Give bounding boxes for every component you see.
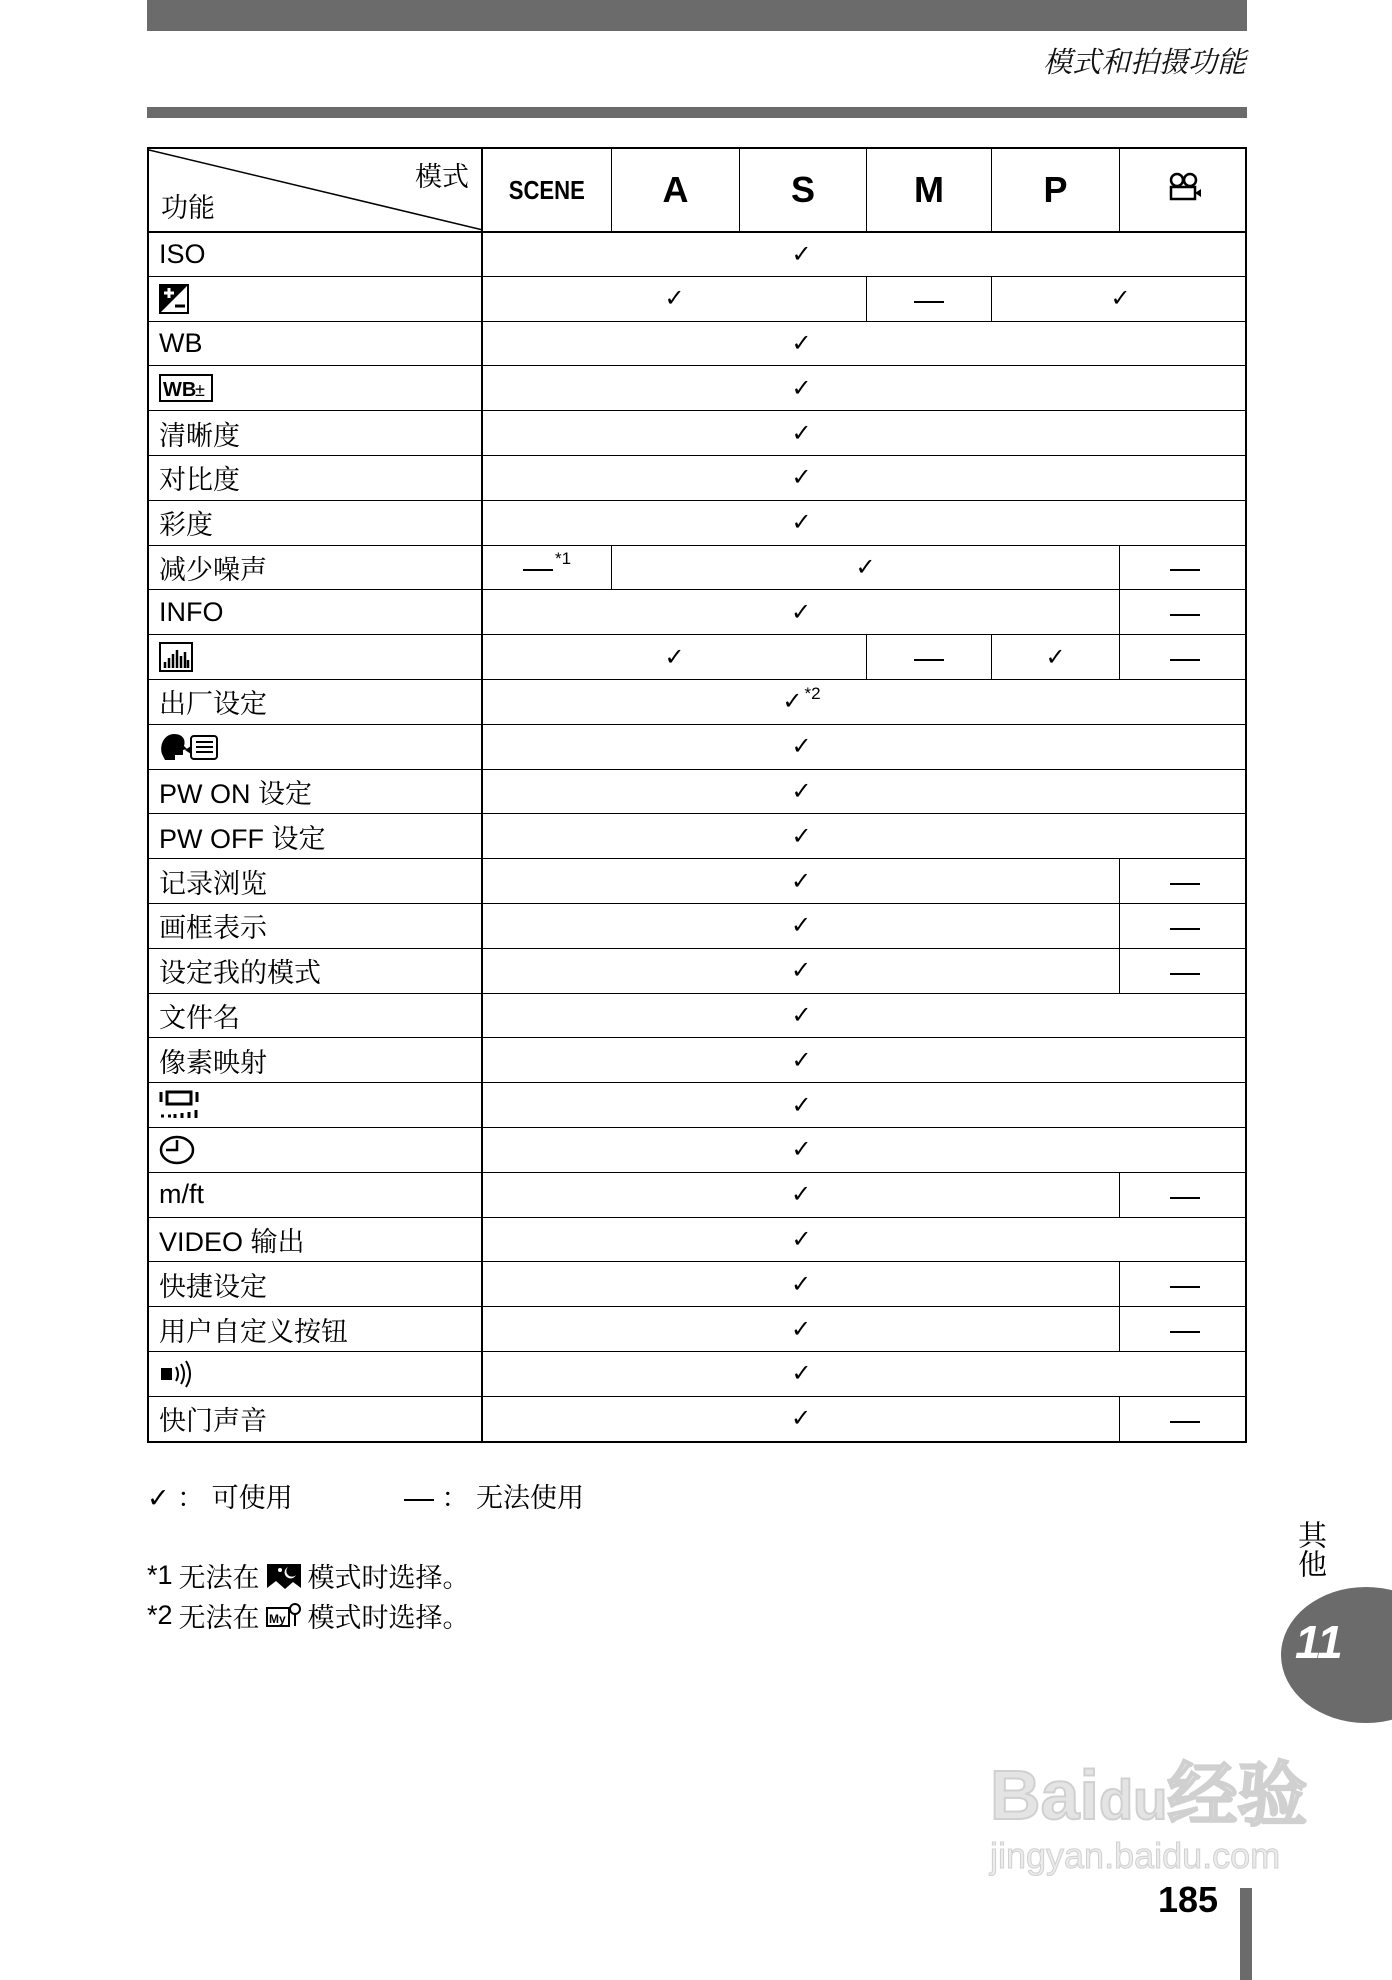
corner-mode-label: 模式 [415, 162, 469, 192]
chapter-side-label: 其他 [1294, 1520, 1326, 1578]
function-label [149, 1083, 483, 1127]
available-cell [483, 1083, 1249, 1127]
check-icon: ✓ [790, 1181, 812, 1209]
available-cell [483, 1128, 1249, 1172]
table-row [149, 993, 1245, 1038]
table-row [149, 455, 1245, 500]
unavailable-cell [1120, 590, 1249, 634]
sound-icon [159, 1359, 193, 1389]
footnote-text: 模式时选择。 [307, 1563, 470, 1593]
available-cell [483, 770, 1249, 814]
dash-icon [1170, 1421, 1200, 1423]
table-row [149, 500, 1245, 545]
mode-header-scene [483, 149, 612, 231]
wb-bracket-icon [159, 374, 213, 402]
function-label: 出厂设定 [149, 680, 483, 724]
dash-icon [1170, 973, 1200, 975]
function-mode-table [147, 147, 1247, 1443]
available-cell [483, 725, 1249, 769]
table-row [149, 1306, 1245, 1351]
check-icon: ✓ [791, 464, 812, 492]
function-label: PW ON 设定 [149, 770, 483, 814]
available-cell [483, 366, 1249, 410]
corner-cell [149, 149, 483, 231]
function-label: 画框表示 [149, 904, 483, 948]
mode-label: SCENE [508, 174, 586, 205]
function-label [149, 635, 483, 679]
table-row [149, 1172, 1245, 1217]
table-row [149, 858, 1245, 903]
check-icon: ✓ [790, 1315, 812, 1343]
check-icon: ✓ [791, 822, 812, 850]
section-title: 模式和拍摄功能 [1042, 47, 1246, 79]
footnote-ref: *1 [554, 549, 572, 569]
check-icon: ✓ [791, 419, 812, 447]
unavailable-cell [1120, 859, 1249, 903]
table-row [149, 948, 1245, 993]
available-cell [483, 904, 1120, 948]
corner-function-label: 功能 [161, 193, 215, 223]
table-row [149, 634, 1245, 679]
table-row [149, 1127, 1245, 1172]
unavailable-cell [1120, 904, 1249, 948]
table-row [149, 1082, 1245, 1127]
footnote-mark: *2 [147, 1600, 173, 1630]
check-icon: ✓ [791, 1225, 812, 1253]
dash-icon [1170, 659, 1200, 661]
legend-check [147, 1476, 293, 1515]
check-icon: ✓ [791, 777, 812, 805]
footnote-1 [147, 1556, 470, 1595]
check-icon: ✓ [664, 285, 685, 313]
dash-icon [1170, 883, 1200, 885]
legend-dash [404, 1476, 584, 1515]
dash-icon [1170, 928, 1200, 930]
available-cell [483, 233, 1249, 276]
svg-text:±: ± [195, 380, 205, 401]
function-label [149, 366, 483, 410]
available-cell [483, 859, 1120, 903]
check-icon: ✓ [791, 240, 812, 268]
check-icon: ✓ [791, 1001, 812, 1029]
unavailable-cell [1120, 949, 1249, 993]
table-header-row [149, 149, 1245, 231]
available-cell [483, 1218, 1249, 1262]
mode-header-movie [1120, 149, 1249, 231]
footnote-text: 无法在 [178, 1563, 260, 1593]
unavailable-cell [1120, 546, 1249, 590]
function-label: VIDEO 输出 [149, 1218, 483, 1262]
function-label [149, 1352, 483, 1396]
check-icon: ✓ [791, 1136, 812, 1164]
check-icon: ✓ [1110, 285, 1131, 313]
function-label: 像素映射 [149, 1038, 483, 1082]
mode-label: P [1043, 169, 1068, 210]
available-cell [483, 1352, 1249, 1396]
function-label [149, 277, 483, 321]
check-icon: ✓ [791, 509, 812, 537]
check-icon: ✓ [790, 867, 812, 895]
function-label [149, 725, 483, 769]
header-rule [147, 107, 1247, 118]
check-icon: ✓ [147, 1483, 170, 1513]
unavailable-cell [1120, 1307, 1249, 1351]
function-label: 清晰度 [149, 411, 483, 455]
night-scene-icon [266, 1562, 302, 1590]
table-row [149, 769, 1245, 814]
unavailable-cell [867, 277, 992, 321]
check-icon: ✓ [782, 688, 803, 716]
table-row [149, 410, 1245, 455]
table-row [149, 1261, 1245, 1306]
page-number: 185 [1158, 1879, 1219, 1920]
available-cell [483, 994, 1249, 1038]
available-cell [992, 277, 1249, 321]
dash-icon [404, 1499, 434, 1501]
watermark-logo: Baidu经验 [990, 1756, 1308, 1834]
available-cell [483, 1173, 1120, 1217]
chapter-tab[interactable] [1281, 1587, 1392, 1723]
function-label: 快门声音 [149, 1397, 483, 1441]
unavailable-cell [867, 635, 992, 679]
available-cell [483, 1397, 1120, 1441]
dash-icon [1170, 614, 1200, 616]
function-label: 对比度 [149, 456, 483, 500]
check-icon: ✓ [791, 1360, 812, 1388]
available-cell [612, 546, 1120, 590]
mode-header-s [740, 149, 867, 231]
unavailable-cell [1120, 635, 1249, 679]
check-icon: ✓ [855, 553, 876, 581]
available-cell [483, 590, 1120, 634]
legend-dash-text: ： 无法使用 [441, 1483, 585, 1513]
chapter-number: 11 [1295, 1616, 1343, 1668]
check-icon: ✓ [664, 643, 685, 671]
table-row [149, 231, 1245, 276]
table-row [149, 545, 1245, 590]
top-bar [147, 0, 1247, 31]
table-row [149, 903, 1245, 948]
unavailable-cell [1120, 1173, 1249, 1217]
dash-icon [914, 659, 944, 661]
available-cell [483, 1307, 1120, 1351]
function-label [149, 1128, 483, 1172]
function-label: INFO [149, 590, 483, 634]
monitor-brightness-icon [159, 1090, 199, 1120]
table-row [149, 724, 1245, 769]
available-cell [483, 949, 1120, 993]
unavailable-cell [1120, 1397, 1249, 1441]
function-label: 文件名 [149, 994, 483, 1038]
footnote-text: 模式时选择。 [307, 1603, 470, 1633]
check-icon: ✓ [790, 957, 812, 985]
mode-label: M [914, 169, 944, 210]
function-label: 设定我的模式 [149, 949, 483, 993]
check-icon: ✓ [791, 733, 812, 761]
available-cell [483, 680, 1249, 724]
table-row [149, 276, 1245, 321]
available-cell [483, 277, 867, 321]
function-label: 快捷设定 [149, 1262, 483, 1306]
page-number-bar [1240, 1888, 1252, 1980]
dash-icon [1170, 1197, 1200, 1199]
svg-text:My: My [268, 1611, 286, 1626]
function-label: 记录浏览 [149, 859, 483, 903]
function-label: m/ft [149, 1173, 483, 1217]
table-row [149, 1351, 1245, 1396]
function-label: 彩度 [149, 501, 483, 545]
available-cell [483, 1038, 1249, 1082]
unavailable-cell [1120, 1262, 1249, 1306]
function-label: 减少噪声 [149, 546, 483, 590]
check-icon: ✓ [791, 1046, 812, 1074]
svg-text:WB: WB [163, 379, 197, 402]
check-icon: ✓ [790, 912, 812, 940]
table-row [149, 1037, 1245, 1082]
my-mode-icon [266, 1602, 302, 1630]
available-cell [483, 1262, 1120, 1306]
table-row [149, 589, 1245, 634]
mode-header-m [867, 149, 992, 231]
check-icon: ✓ [791, 374, 812, 402]
available-cell [483, 814, 1249, 858]
check-icon: ✓ [790, 1270, 812, 1298]
language-icon [159, 732, 219, 762]
unavailable-cell [483, 546, 612, 590]
table-row [149, 365, 1245, 410]
available-cell [992, 635, 1120, 679]
footnote-2 [147, 1596, 470, 1635]
mode-label: A [662, 169, 689, 210]
dash-icon [914, 301, 944, 303]
watermark-url: jingyan.baidu.com [990, 1835, 1281, 1876]
table-row [149, 321, 1245, 366]
check-icon: ✓ [790, 598, 812, 626]
mode-header-a [612, 149, 740, 231]
histogram-icon [159, 642, 193, 672]
legend-check-text: ： 可使用 [177, 1483, 293, 1513]
table-row [149, 679, 1245, 724]
footnote-text: 无法在 [178, 1603, 260, 1633]
check-icon: ✓ [791, 1091, 812, 1119]
available-cell [483, 411, 1249, 455]
function-label: WB [149, 322, 483, 366]
table-row [149, 813, 1245, 858]
dash-icon [1170, 569, 1200, 571]
check-icon: ✓ [791, 329, 812, 357]
check-icon: ✓ [790, 1405, 812, 1433]
function-label: ISO [149, 233, 483, 276]
dash-icon [1170, 1286, 1200, 1288]
table-row [149, 1217, 1245, 1262]
available-cell [483, 322, 1249, 366]
check-icon: ✓ [1045, 643, 1066, 671]
table-row [149, 1396, 1245, 1441]
movie-camera-icon [1168, 169, 1202, 211]
dash-icon [523, 569, 553, 571]
clock-icon [159, 1135, 195, 1165]
available-cell [483, 501, 1249, 545]
function-label: 用户自定义按钮 [149, 1307, 483, 1351]
exposure-compensation-icon [159, 284, 189, 314]
dash-icon [1170, 1331, 1200, 1333]
available-cell [483, 456, 1249, 500]
available-cell [483, 635, 867, 679]
footnote-mark: *1 [147, 1560, 173, 1590]
footnote-ref: *2 [804, 683, 821, 703]
function-label: PW OFF 设定 [149, 814, 483, 858]
mode-label: S [790, 169, 815, 210]
mode-header-p [992, 149, 1120, 231]
